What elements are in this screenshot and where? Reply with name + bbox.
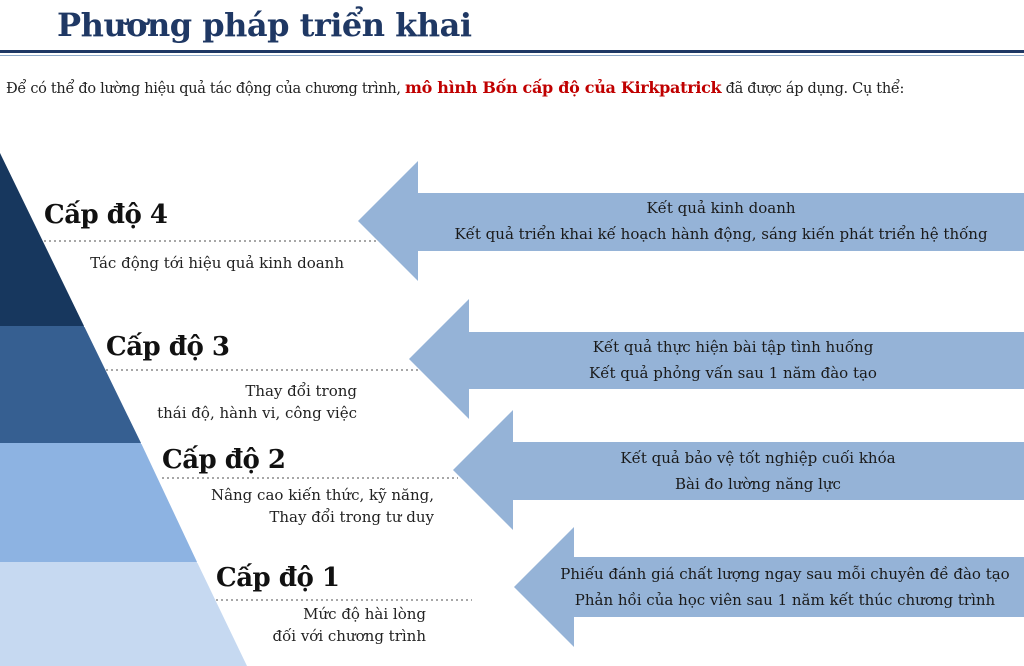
level-2-desc-line: Nâng cao kiến thức, kỹ năng, [210,486,434,504]
level-2-description [211,484,434,528]
arrow-text-line: Phiếu đánh giá chất lượng ngay sau mỗi chuyên đề đào tạo [560,565,1010,583]
level-4-description [90,252,344,274]
level-4-title: Cấp độ 4 [44,200,168,230]
level-3-description [157,380,357,424]
arrow-level-2-text [513,445,1003,497]
arrow-level-4-text [418,195,1024,247]
arrow-text-line: Phản hồi của học viên sau 1 năm kết thúc chương trình [574,591,996,609]
pyramid-level-1 [0,562,247,666]
arrow-text-line: Kết quả bảo vệ tốt nghiệp cuối khóa [620,449,896,467]
level-3-desc-line: Thay đổi trong [245,382,357,400]
arrow-level-1-text [540,561,1024,613]
level-1-desc-line: Mức độ hài lòng [303,605,426,623]
intro-before: Để có thể đo lường hiệu quả tác động của chương trình, [6,81,406,97]
level-3-desc-line: thái độ, hành vi, công việc [157,404,357,422]
arrow-text-line: Kết quả kinh doanh [646,199,796,217]
intro-after: đã được áp dụng. Cụ thể: [721,81,905,97]
page-title: Phương pháp triển khai [57,6,472,44]
level-3-title: Cấp độ 3 [106,332,230,362]
pyramid-level-4 [0,153,84,326]
arrow-text-line: Kết quả thực hiện bài tập tình huống [592,338,874,356]
arrow-text-line: Kết quả triển khai kế hoạch hành động, sáng kiến phát triển hệ thống [454,225,988,243]
arrow-text-line: Bài đo lường năng lực [675,475,841,493]
level-2-desc-line: Thay đổi trong tư duy [269,508,434,526]
arrow-text-line: Kết quả phỏng vấn sau 1 năm đào tạo [589,364,877,382]
level-2-title: Cấp độ 2 [162,445,286,475]
level-1-desc-line: đối với chương trình [272,627,426,645]
level-1-description [272,603,426,647]
intro-highlight: mô hình Bốn cấp độ của Kirkpatrick [405,78,722,97]
arrow-level-3-text [469,334,997,386]
level-4-desc-line: Tác động tới hiệu quả kinh doanh [90,254,344,272]
level-1-title: Cấp độ 1 [216,563,340,593]
